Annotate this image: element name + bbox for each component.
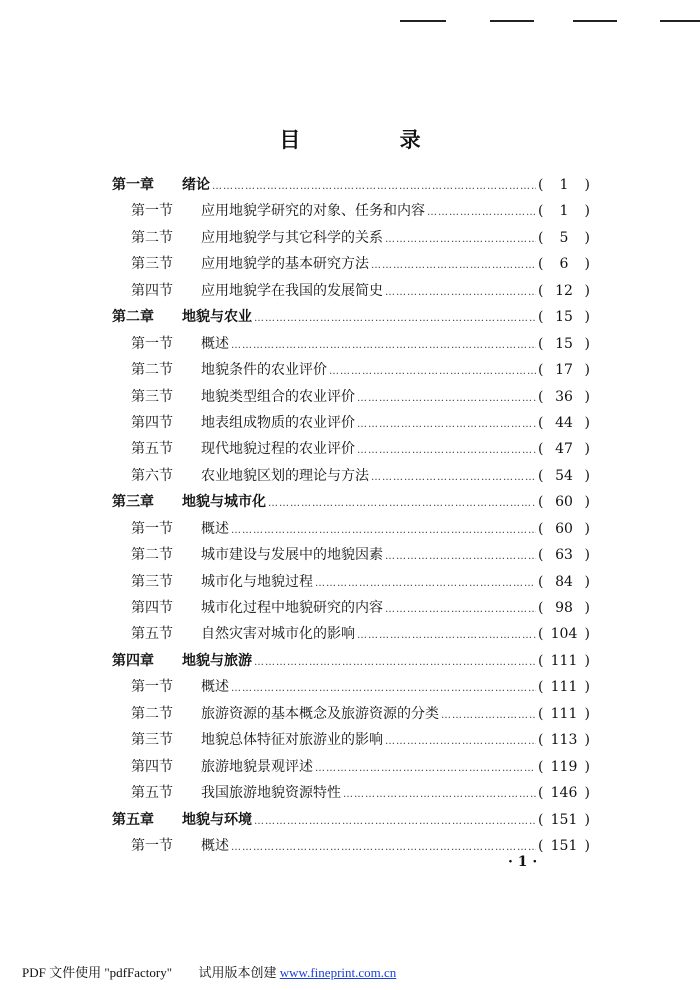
toc-page-value: 151 — [550, 837, 578, 854]
toc-entry-number: 第三节 — [131, 573, 173, 590]
toc-page-value: 111 — [550, 679, 578, 696]
toc-leader-dots — [371, 253, 536, 279]
toc-chapter-entry[interactable] — [112, 648, 590, 674]
toc-leader-dots — [357, 386, 536, 412]
toc-entry-page: ( 111 ) — [538, 674, 590, 700]
toc-page-value: 5 — [559, 229, 569, 246]
footer-link[interactable]: www.fineprint.com.cn — [279, 965, 397, 980]
toc-entry-number: 第二节 — [131, 229, 173, 246]
toc-page-value: 63 — [555, 547, 573, 564]
toc-entry-title: 应用地貌学在我国的发展简史 — [201, 282, 383, 299]
toc-page-value: 12 — [555, 282, 573, 299]
toc-page-value: 111 — [550, 705, 578, 722]
toc-entry-title: 我国旅游地貌资源特性 — [201, 785, 341, 802]
page-number: · 1 · — [508, 854, 538, 870]
toc-entry-number: 第五节 — [131, 441, 173, 458]
toc-section-entry[interactable] — [112, 701, 590, 727]
toc-entry-number: 第一章 — [112, 177, 154, 193]
toc-page-value: 113 — [550, 732, 578, 749]
toc-entry-number: 第三章 — [112, 494, 154, 511]
toc-entry-title: 概述 — [201, 520, 229, 537]
toc-entry-page: ( 111 ) — [538, 648, 590, 674]
toc-leader-dots — [385, 729, 536, 755]
toc-page-value: 84 — [555, 573, 573, 590]
toc-entry-number: 第四节 — [131, 414, 173, 431]
toc-entry-page: ( 54 ) — [538, 463, 590, 489]
toc-entry-page: ( 98 ) — [538, 595, 590, 621]
toc-leader-dots — [212, 174, 536, 200]
toc-entry-number: 第二节 — [131, 705, 173, 722]
toc-leader-dots — [385, 597, 536, 623]
toc-leader-dots — [385, 544, 536, 570]
toc-leader-dots — [385, 280, 536, 306]
header-rule — [573, 20, 617, 22]
toc-entry-page: ( 104 ) — [538, 621, 590, 647]
toc-entry-number: 第五节 — [131, 785, 173, 802]
toc-entry-title: 应用地貌学与其它科学的关系 — [201, 229, 383, 246]
toc-entry-number: 第三节 — [131, 732, 173, 749]
toc-chapter-entry[interactable] — [112, 172, 590, 198]
toc-entry-number: 第五章 — [112, 811, 154, 828]
toc-section-entry[interactable] — [112, 569, 590, 595]
toc-entry-number: 第四节 — [131, 758, 173, 775]
toc-entry-page: ( 151 ) — [538, 807, 590, 833]
toc-leader-dots — [357, 438, 536, 464]
toc-page-value: 151 — [550, 811, 578, 828]
toc-entry-page: ( 151 ) — [538, 833, 590, 859]
toc-page-value: 119 — [550, 758, 578, 775]
toc-section-entry[interactable] — [112, 780, 590, 806]
toc-leader-dots — [315, 756, 536, 782]
toc-page-value: 47 — [555, 441, 573, 458]
header-rule — [490, 20, 534, 22]
table-of-contents — [112, 172, 590, 859]
toc-entry-title: 地貌类型组合的农业评价 — [201, 388, 355, 405]
toc-section-entry[interactable] — [112, 754, 590, 780]
toc-entry-number: 第六节 — [131, 467, 173, 484]
toc-section-entry[interactable] — [112, 278, 590, 304]
toc-page-value: 15 — [555, 309, 573, 326]
toc-leader-dots — [231, 518, 536, 544]
toc-entry-title: 绪论 — [182, 177, 210, 193]
toc-entry-page: ( 113 ) — [538, 727, 590, 753]
toc-section-entry[interactable] — [112, 198, 590, 224]
footer — [22, 962, 396, 981]
toc-section-entry[interactable] — [112, 621, 590, 647]
toc-entry-page: ( 17 ) — [538, 357, 590, 383]
toc-entry-number: 第一节 — [131, 679, 173, 696]
toc-entry-title: 地貌与城市化 — [182, 494, 266, 511]
footer-trial-text: 试用版本创建 — [198, 965, 277, 980]
toc-page-value: 54 — [555, 467, 573, 484]
toc-entry-title: 地表组成物质的农业评价 — [201, 414, 355, 431]
toc-page-value: 1 — [559, 177, 569, 193]
toc-entry-page: ( 1 ) — [538, 198, 590, 224]
toc-chapter-entry[interactable] — [112, 489, 590, 515]
toc-entry-page: ( 84 ) — [538, 569, 590, 595]
toc-leader-dots — [231, 835, 536, 861]
toc-entry-title: 应用地貌学的基本研究方法 — [201, 256, 369, 273]
toc-entry-page: ( 6 ) — [538, 251, 590, 277]
toc-leader-dots — [385, 227, 536, 253]
toc-entry-page: ( 36 ) — [538, 384, 590, 410]
toc-entry-title: 旅游资源的基本概念及旅游资源的分类 — [201, 705, 439, 722]
toc-entry-title: 应用地貌学研究的对象、任务和内容 — [201, 203, 425, 220]
toc-entry-number: 第四节 — [131, 600, 173, 616]
toc-page-value: 146 — [550, 785, 578, 802]
toc-page-value: 60 — [555, 520, 573, 537]
header-rule — [660, 20, 700, 22]
toc-chapter-entry[interactable] — [112, 807, 590, 833]
toc-leader-dots — [441, 703, 536, 729]
toc-section-entry[interactable] — [112, 225, 590, 251]
toc-page-value: 36 — [555, 388, 573, 405]
toc-entry-page: ( 12 ) — [538, 278, 590, 304]
toc-page-value: 44 — [555, 414, 573, 431]
toc-section-entry[interactable] — [112, 331, 590, 357]
toc-section-entry[interactable] — [112, 410, 590, 436]
toc-entry-number: 第四节 — [131, 282, 173, 299]
toc-page-value: 17 — [555, 362, 573, 379]
toc-leader-dots — [343, 782, 536, 808]
toc-entry-page: ( 60 ) — [538, 516, 590, 542]
toc-entry-title: 自然灾害对城市化的影响 — [201, 626, 355, 643]
toc-entry-title: 城市化与地貌过程 — [201, 573, 313, 590]
toc-leader-dots — [268, 491, 536, 517]
toc-entry-page: ( 15 ) — [538, 304, 590, 330]
toc-entry-title: 现代地貌过程的农业评价 — [201, 441, 355, 458]
toc-chapter-entry[interactable] — [112, 304, 590, 330]
toc-section-entry[interactable] — [112, 674, 590, 700]
toc-page-value: 1 — [559, 203, 569, 220]
toc-leader-dots — [357, 623, 536, 649]
toc-entry-page: ( 60 ) — [538, 489, 590, 515]
toc-page-value: 15 — [555, 335, 573, 352]
toc-leader-dots — [254, 306, 536, 332]
toc-entry-title: 城市建设与发展中的地貌因素 — [201, 547, 383, 564]
toc-entry-page: ( 44 ) — [538, 410, 590, 436]
toc-entry-page: ( 63 ) — [538, 542, 590, 568]
toc-page-value: 98 — [555, 600, 573, 616]
toc-entry-page: ( 15 ) — [538, 331, 590, 357]
toc-entry-number: 第一节 — [131, 203, 173, 220]
toc-entry-page: ( 111 ) — [538, 701, 590, 727]
toc-entry-number: 第二节 — [131, 547, 173, 564]
toc-entry-title: 概述 — [201, 837, 229, 854]
header-rule — [400, 20, 446, 22]
toc-entry-title: 城市化过程中地貌研究的内容 — [201, 600, 383, 616]
toc-entry-page: ( 47 ) — [538, 436, 590, 462]
toc-entry-page: ( 5 ) — [538, 225, 590, 251]
toc-entry-number: 第五节 — [131, 626, 173, 643]
toc-section-entry[interactable] — [112, 516, 590, 542]
toc-page-value: 6 — [559, 256, 569, 273]
toc-entry-title: 地貌总体特征对旅游业的影响 — [201, 732, 383, 749]
toc-section-entry[interactable] — [112, 595, 590, 621]
toc-entry-title: 概述 — [201, 679, 229, 696]
toc-section-entry[interactable] — [112, 251, 590, 277]
toc-leader-dots — [427, 200, 536, 226]
toc-section-entry[interactable] — [112, 436, 590, 462]
footer-text: PDF 文件使用 "pdfFactory" — [22, 965, 173, 980]
toc-section-entry[interactable] — [112, 384, 590, 410]
toc-entry-page: ( 146 ) — [538, 780, 590, 806]
toc-entry-title: 农业地貌区划的理论与方法 — [201, 467, 369, 484]
toc-leader-dots — [371, 465, 536, 491]
toc-entry-number: 第四章 — [112, 652, 154, 669]
toc-leader-dots — [231, 333, 536, 359]
toc-leader-dots — [231, 676, 536, 702]
toc-page-value: 104 — [550, 626, 578, 643]
toc-entry-number: 第一节 — [131, 837, 173, 854]
toc-leader-dots — [315, 571, 536, 597]
toc-section-entry[interactable] — [112, 542, 590, 568]
toc-section-entry[interactable] — [112, 727, 590, 753]
toc-section-entry[interactable] — [112, 357, 590, 383]
toc-entry-title: 地貌与环境 — [182, 811, 252, 828]
toc-leader-dots — [254, 650, 536, 676]
page-title: 目 录 — [279, 127, 467, 152]
toc-entry-title: 地貌与农业 — [182, 309, 252, 326]
toc-leader-dots — [254, 809, 536, 835]
toc-leader-dots — [357, 412, 536, 438]
toc-entry-title: 地貌条件的农业评价 — [201, 362, 327, 379]
toc-entry-number: 第三节 — [131, 388, 173, 405]
toc-leader-dots — [329, 359, 536, 385]
toc-entry-title: 旅游地貌景观评述 — [201, 758, 313, 775]
toc-entry-number: 第一节 — [131, 335, 173, 352]
toc-entry-number: 第三节 — [131, 256, 173, 273]
toc-entry-title: 地貌与旅游 — [182, 652, 252, 669]
toc-section-entry[interactable] — [112, 463, 590, 489]
toc-entry-title: 概述 — [201, 335, 229, 352]
toc-entry-number: 第二章 — [112, 309, 154, 326]
toc-entry-number: 第一节 — [131, 520, 173, 537]
toc-entry-page: ( 119 ) — [538, 754, 590, 780]
toc-entry-page: ( 1 ) — [538, 172, 590, 198]
toc-entry-number: 第二节 — [131, 362, 173, 379]
toc-page-value: 60 — [555, 494, 573, 511]
toc-page-value: 111 — [550, 652, 578, 669]
